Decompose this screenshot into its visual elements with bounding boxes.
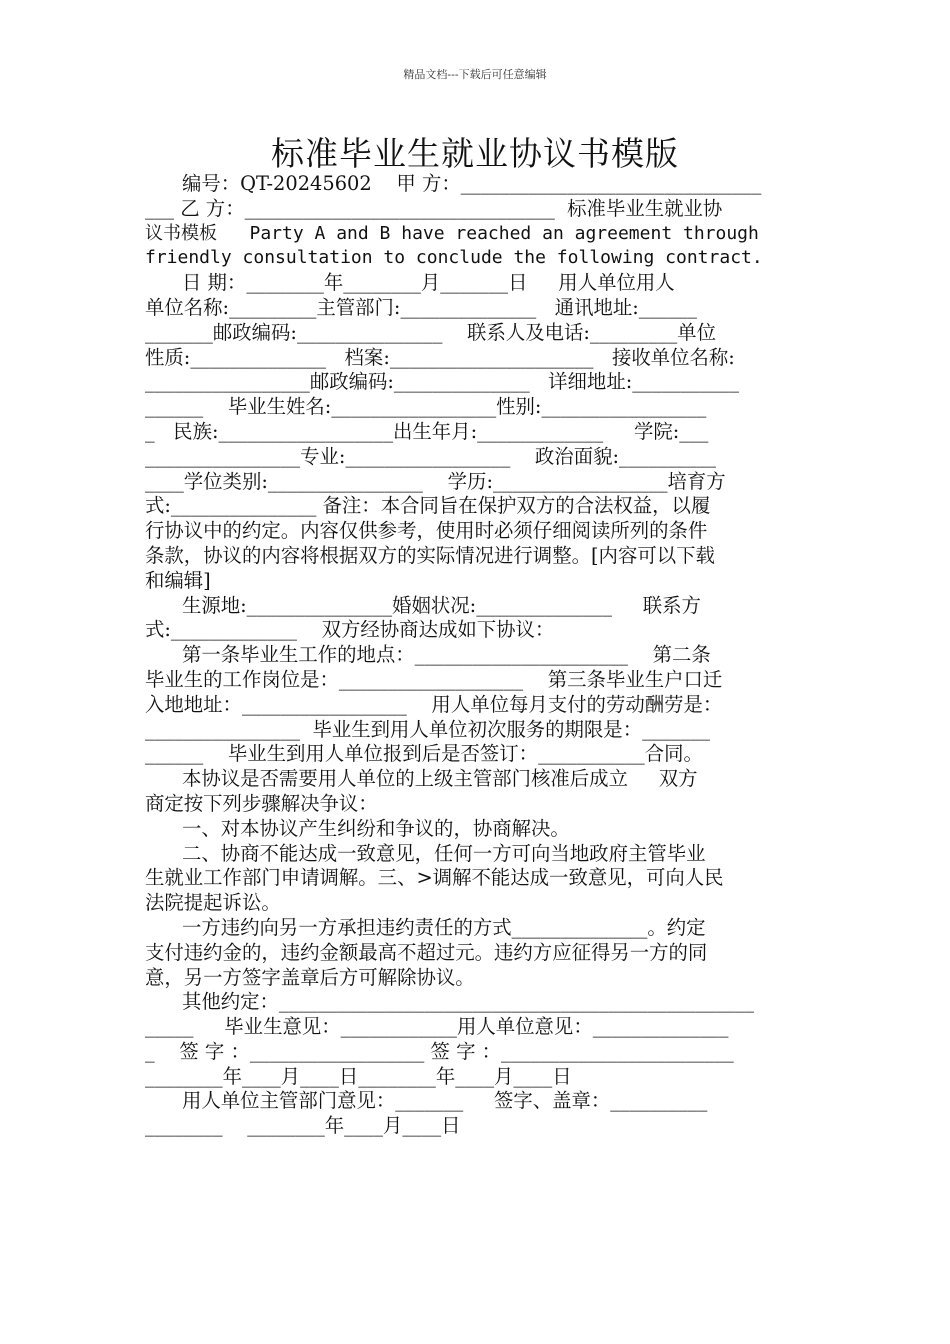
body-line: 其他约定：_________________________________________________: [145, 990, 755, 1014]
body-line: 行协议中的约定。内容仅供参考，使用时必须仔细阅读所列的条件: [145, 519, 708, 543]
body-line: 式:_______________ 备注：本合同旨在保护双方的合法权益，以履: [145, 494, 711, 518]
body-line: 商定按下列步骤解决争议：: [145, 791, 378, 815]
body-line: _______邮政编码:_______________ 联系人及电话:_________单位: [145, 320, 716, 344]
body-line: 本协议是否需要用人单位的上级主管部门核准后成立 双方: [145, 767, 698, 791]
body-line: 意，另一方签字盖章后方可解除协议。: [145, 965, 475, 989]
body-line: _________________邮政编码:______________ 详细地址:___________: [145, 370, 739, 394]
body-line: 编号：QT-20245602 甲 方：_______________________________: [145, 172, 762, 195]
body-line: 生源地:_______________婚姻状况:______________ 联系方: [145, 593, 701, 617]
body-line: 和编辑]: [145, 568, 211, 592]
body-line: ___ 乙 方：________________________________ 标准毕业生就业协: [145, 196, 723, 220]
document-body: [145, 172, 807, 1139]
body-line: 生就业工作部门申请调解。三、>调解不能达成一致意见，可向人民: [145, 866, 724, 890]
body-line: 式:_____________ 双方经协商达成如下协议：: [145, 618, 555, 642]
body-line: 条款，协议的内容将根据双方的实际情况进行调整。[内容可以下载: [145, 543, 715, 567]
body-line: ______ 毕业生到用人单位报到后是否签订：___________合同。: [145, 742, 703, 766]
body-line: 一、对本协议产生纠纷和争议的，协商解决。: [145, 816, 570, 840]
body-line: 性质:______________ 档案:_____________________ 接收单位名称:: [145, 345, 735, 369]
body-line: ________________ 毕业生到用人单位初次服务的期限是：_______: [145, 717, 710, 741]
document-title: 标准毕业生就业协议书模版: [271, 134, 679, 173]
body-line: 日 期：________年________月_______日 用人单位用人: [145, 271, 675, 295]
body-line: friendly consultation to conclude the following contract.: [145, 247, 763, 269]
body-line: _ 签 字 ：__________________ 签 字 ：________________________: [145, 1039, 734, 1063]
body-line: _ 民族:__________________出生年月:_____________ 学院:___: [145, 419, 709, 443]
header-note: 精品文档---下载后可任意编辑: [403, 68, 547, 81]
body-line: 毕业生的工作岗位是：___________________ 第三条毕业生户口迁: [145, 667, 723, 691]
body-line: ____学位类别:________________ 学历:__________________培育方: [145, 469, 726, 493]
body-line: ________ ________年____月____日: [145, 1114, 461, 1138]
body-line: 支付违约金的，违约金额最高不超过元。违约方应征得另一方的同: [145, 940, 708, 964]
body-line: ________________专业:_________________ 政治面貌:__________: [145, 444, 716, 468]
body-line: 用人单位主管部门意见：_______ 签字、盖章：__________: [145, 1089, 708, 1113]
body-line: 单位名称:_________主管部门:______________ 通讯地址:______: [145, 295, 697, 319]
body-line: 二、协商不能达成一致意见，任何一方可向当地政府主管毕业: [145, 841, 706, 865]
body-line: 入地地址：_________________ 用人单位每月支付的劳动酬劳是：: [145, 692, 723, 716]
body-line: ______ 毕业生姓名:_________________性别:_________________: [145, 395, 707, 419]
body-line: 一方违约向另一方承担违约责任的方式______________。约定: [145, 915, 706, 939]
body-line: ________年____月____日________年____月____日: [145, 1064, 572, 1088]
body-line: 第一条毕业生工作的地点：______________________ 第二条: [145, 643, 711, 667]
body-line: 议书模板 Party A and B have reached an agreement through: [145, 222, 759, 244]
body-line: 法院提起诉讼。: [145, 891, 281, 915]
body-line: _____ 毕业生意见：____________用人单位意见：______________: [145, 1015, 729, 1039]
